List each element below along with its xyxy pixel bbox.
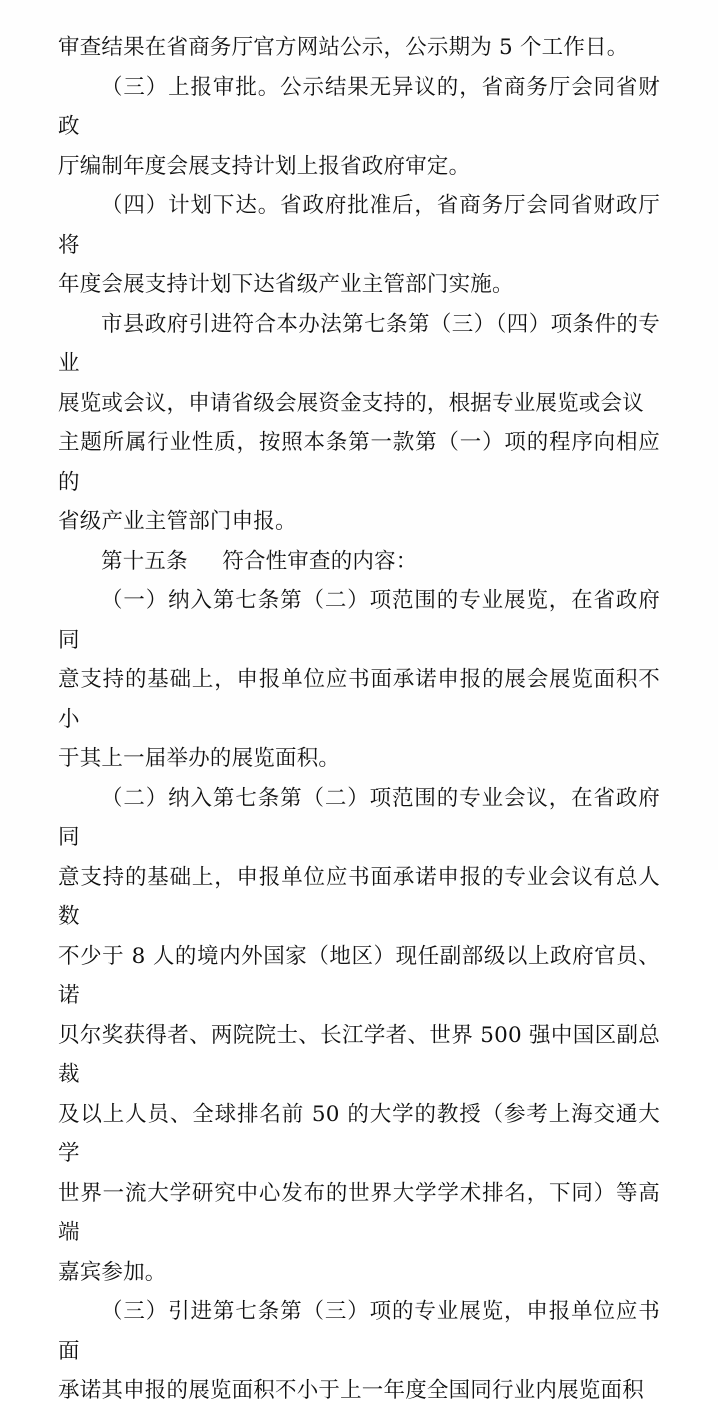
paragraph-line: 及以上人员、全球排名前 50 的大学的教授（参考上海交通大学 [58,1101,660,1166]
paragraph-line: 不少于 8 人的境内外国家（地区）现任副部级以上政府官员、诺 [58,943,660,1008]
paragraph-line: 年度会展支持计划下达省级产业主管部门实施。 [58,272,514,297]
paragraph-line: （三）引进第七条第（三）项的专业展览，申报单位应书面 [58,1299,660,1364]
paragraph-line: （四）计划下达。省政府批准后，省商务厅会同省财政厅将 [58,193,660,258]
paragraph-line: 审查结果在省商务厅官方网站公示，公示期为 5 个工作日。 [58,35,629,60]
article-title: 符合性审查的内容： [222,548,418,574]
paragraph-line: （二）纳入第七条第（二）项范围的专业会议，在省政府同 [58,785,660,850]
paragraph-line: 省级产业主管部门申报。 [58,509,297,534]
paragraph-line: 世界一流大学研究中心发布的世界大学学术排名，下同）等高端 [58,1180,660,1245]
paragraph-line: 于其上一届举办的展览面积。 [58,746,341,771]
paragraph-line: 厅编制年度会展支持计划上报省政府审定。 [58,153,471,179]
paragraph-line: 意支持的基础上，申报单位应书面承诺申报的专业会议有总人数 [58,864,660,929]
paragraph-line: （一）纳入第七条第（二）项范围的专业展览，在省政府同 [58,588,660,653]
paragraph-line: 承诺其申报的展览面积不小于上一年度全国同行业内展览面积 [58,1378,644,1403]
paragraph-line: 市县政府引进符合本办法第七条第（三）（四）项条件的专业 [58,311,660,376]
paragraph-line: （三）上报审批。公示结果无异议的，省商务厅会同省财政 [58,74,660,139]
paragraph-line: 嘉宾参加。 [58,1259,167,1285]
article-heading-line [58,542,660,582]
paragraph-line: 展览或会议，申请省级会展资金支持的，根据专业展览或会议 [58,390,644,416]
paragraph-line: 主题所属行业性质，按照本条第一款第（一）项的程序向相应的 [58,430,660,495]
paragraph-line: 意支持的基础上，申报单位应书面承诺申报的展会展览面积不小 [58,667,660,732]
article-number: 第十五条 [101,548,188,574]
paragraph-line: 贝尔奖获得者、两院院士、长江学者、世界 500 强中国区副总裁 [58,1022,660,1087]
document-text-body [58,28,660,1411]
